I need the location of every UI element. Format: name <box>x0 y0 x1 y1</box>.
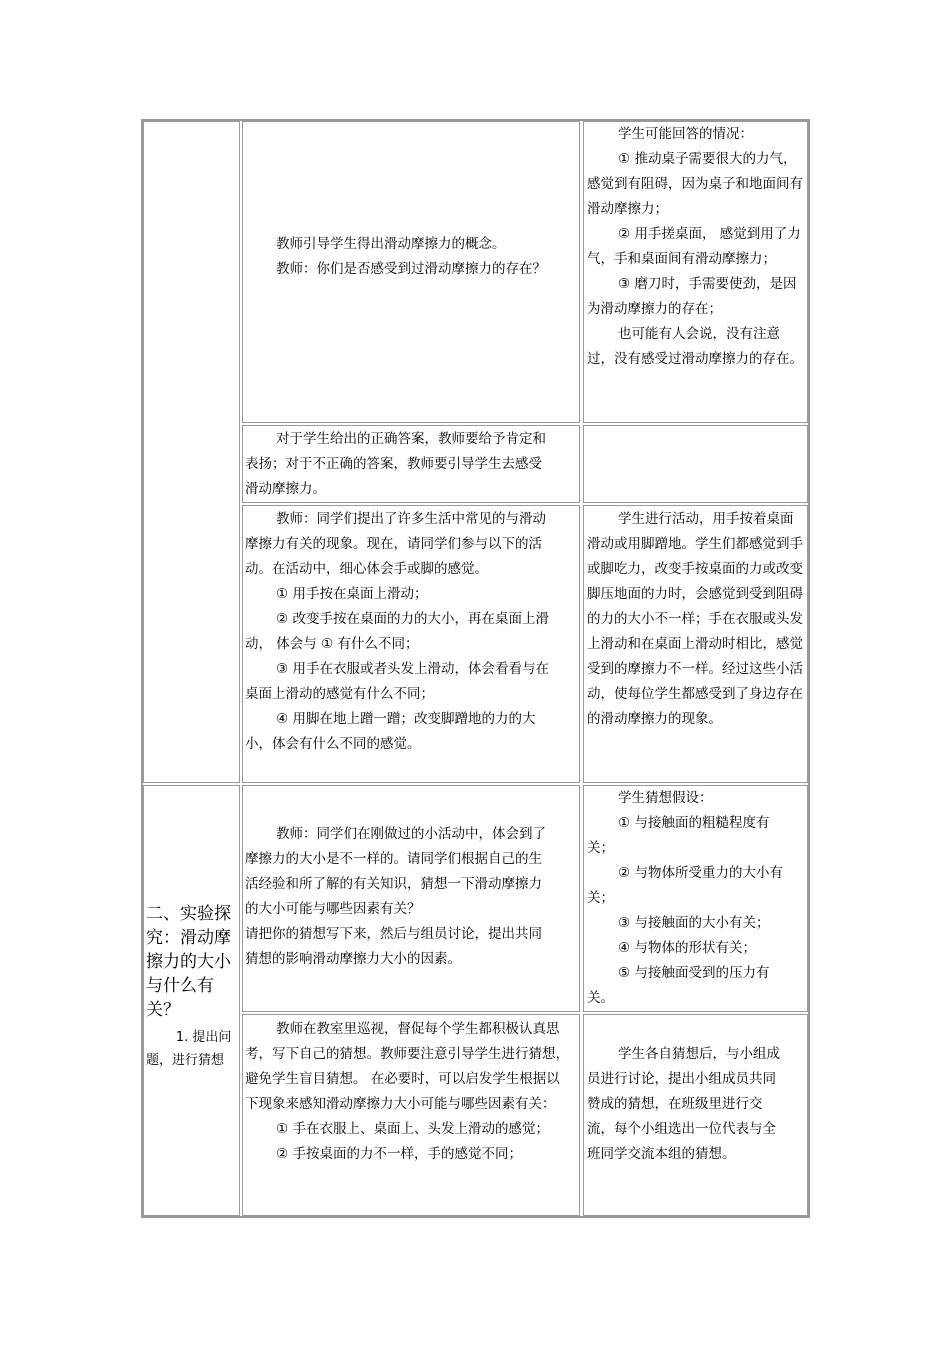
teacher-text: ② 手按桌面的力不一样，手的感觉不同； <box>276 1146 522 1162</box>
teacher-text: 教师：你们是否感受到过滑动摩擦力的存在？ <box>276 261 547 277</box>
student-text: ③ 磨刀时，手需要使劲，是因为滑动摩擦力的存在； <box>587 276 797 317</box>
section-title: 二、实验探究：滑动摩擦力的大小与什么有关？ <box>146 904 231 1020</box>
teacher-text: ③ 用手在衣服或者头发上滑动，体会看看与在桌面上滑动的感觉有什么不同； <box>245 661 549 702</box>
student-cell-5 <box>583 1014 808 1216</box>
teacher-text: 教师：同学们提出了许多生活中常见的与滑动摩擦力有关的现象。现在，请同学们参与以下的活动。在活动中，细心体会手或脚的感觉。 <box>245 511 547 577</box>
teacher-text: 教师在教室里巡视，督促每个学生都积极认真思考，写下自己的猜想。教师要注意引导学生进行猜想， 避免学生盲目猜想。 在必要时，可以启发学生根据以下现象来感知滑动摩擦力大小可能与哪些因素有关： <box>245 1021 569 1112</box>
student-text: ④ 与物体的形状有关； <box>618 940 756 956</box>
student-text: ① 推动桌子需要很大的力气，感觉到有阻碍，因为桌子和地面间有滑动摩擦力； <box>587 151 803 217</box>
student-text: 学生猜想假设： <box>618 790 713 806</box>
teacher-cell-4 <box>242 785 580 1012</box>
teacher-cell-5 <box>242 1014 580 1216</box>
teacher-cell-1 <box>242 121 580 423</box>
teacher-text: 教师引导学生得出滑动摩擦力的概念。 <box>276 236 506 252</box>
teacher-text: 教师：同学们在刚做过的小活动中，体会到了摩擦力的大小是不一样的。请同学们根据自己的生活经验和所了解的有关知识，猜想一下滑动摩擦力的大小可能与哪些因素有关？ <box>245 826 547 917</box>
left-cell-section <box>143 785 240 1216</box>
teacher-text: ④ 用脚在地上蹭一蹭；改变脚蹭地的力的大小，体会有什么不同的感觉。 <box>245 711 536 752</box>
student-text: ③ 与接触面的大小有关； <box>618 915 770 931</box>
teacher-cell-3 <box>242 505 580 783</box>
teacher-cell-2 <box>242 425 580 503</box>
student-cell-3 <box>583 505 808 783</box>
section-subtitle: 1. 提出问题，进行猜想 <box>146 1030 232 1068</box>
teacher-text: ② 改变手按在桌面的力的大小，再在桌面上滑动， 体会与 ① 有什么不同； <box>245 611 549 652</box>
teacher-text: ① 用手按在桌面上滑动； <box>276 586 428 602</box>
teacher-text: 对于学生给出的正确答案，教师要给予肯定和表扬；对于不正确的答案，教师要引导学生去感受滑动摩擦力。 <box>245 431 547 497</box>
left-cell-top <box>143 121 240 783</box>
student-text: 学生进行活动，用手按着桌面滑动或用脚蹭地。学生们都感觉到手或脚吃力，改变手按桌面的力或改变脚压地面的力时，会感觉到受到阻碍的力的大小不一样；手在衣服或头发上滑动和在桌面上滑动时相比，感觉受到的摩擦力不一样。经过这些小活动，使每位学生都感受到了身边存在的滑动摩擦力的现象。 <box>587 511 803 727</box>
student-cell-1 <box>583 121 808 423</box>
student-text: 学生各自猜想后，与小组成员进行讨论，提出小组成员共同赞成的猜想，在班级里进行交流，每个小组选出一位代表与全班同学交流本组的猜想。 <box>587 1046 781 1162</box>
student-cell-4 <box>583 785 808 1012</box>
student-text: ② 与物体所受重力的大小有关； <box>587 865 783 906</box>
student-text: ⑤ 与接触面受到的压力有关。 <box>587 965 770 1006</box>
student-text: ② 用手搓桌面， 感觉到用了力气，手和桌面间有滑动摩擦力； <box>587 226 801 267</box>
teacher-text: 请把你的猜想写下来，然后与组员讨论，提出共同猜想的影响滑动摩擦力大小的因素。 <box>245 926 542 967</box>
student-text: 学生可能回答的情况： <box>618 126 754 142</box>
student-cell-2 <box>583 425 808 503</box>
teacher-text: ① 手在衣服上、桌面上、头发上滑动的感觉； <box>276 1121 549 1137</box>
student-text: 也可能有人会说，没有注意过，没有感受过滑动摩擦力的存在。 <box>587 326 803 367</box>
student-text: ① 与接触面的粗糙程度有关； <box>587 815 770 856</box>
